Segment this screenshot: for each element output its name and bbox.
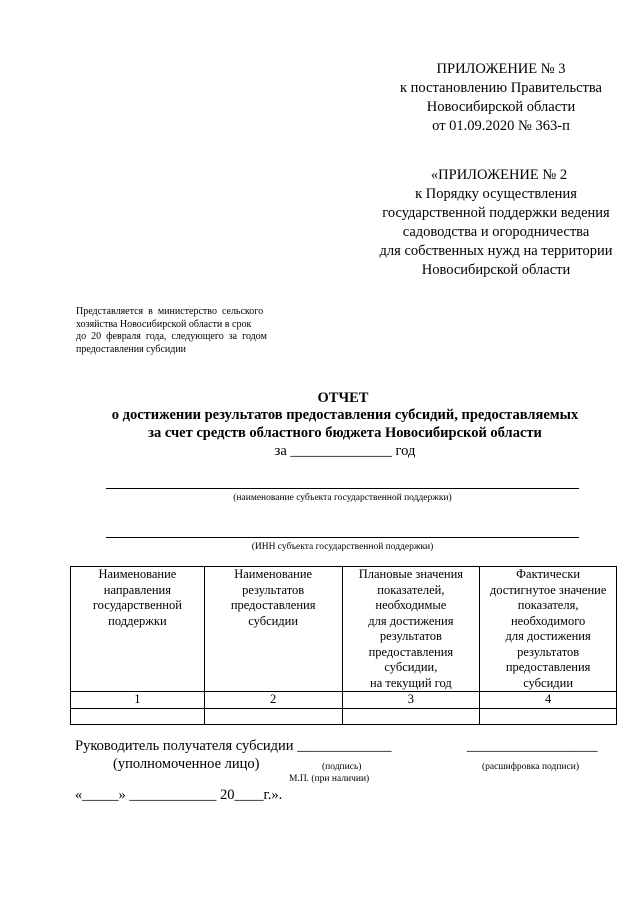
submission-note-line1: Представляется в министерство сельского [76, 306, 264, 317]
appendix2-title: «ПРИЛОЖЕНИЕ № 2 [430, 167, 568, 183]
decode-line: __________________ [467, 738, 598, 754]
report-year-line: за ______________ год [274, 443, 416, 459]
table-cell [71, 708, 205, 724]
table-row [71, 708, 617, 724]
header-result-name: Наименование результатов предоставления субсидии [204, 567, 342, 692]
appendix2-line4: для собственных нужд на территории [379, 243, 613, 259]
decode-caption: (расшифровка подписи) [482, 762, 579, 772]
inn-caption: (ИНН субъекта государственной поддержки) [251, 542, 434, 552]
appendix2-line2: государственной поддержки ведения [382, 205, 610, 221]
table-header-row [71, 567, 617, 692]
report-table [70, 566, 617, 725]
appendix3-block [385, 60, 617, 136]
submission-note [76, 306, 306, 356]
date-line: «_____» ____________ 20____г.». [75, 787, 283, 803]
appendix2-block [340, 166, 640, 280]
signature-caption: (подпись) [322, 762, 362, 772]
report-subtitle-2: за счет средств областного бюджета Новосибирской области [148, 425, 542, 441]
table-cell [480, 708, 617, 724]
head-signature-label: Руководитель получателя субсидии _____________ [75, 738, 392, 754]
header-planned-values: Плановые значения показателей, необходимые для достижения результатов предоставления субсидии, на текущий год [342, 567, 480, 692]
appendix3-title: ПРИЛОЖЕНИЕ № 3 [436, 61, 566, 77]
subject-name-line [106, 488, 579, 489]
col-number-4: 4 [480, 692, 617, 709]
stamp-label: М.П. (при наличии) [289, 774, 370, 784]
submission-note-line4: предоставления субсидии [76, 343, 187, 355]
appendix3-line1: к постановлению Правительства [400, 80, 602, 96]
table-cell [342, 708, 480, 724]
appendix2-line3: садоводства и огородничества [402, 224, 590, 240]
header-actual-values: Фактически достигнутое значение показателя, необходимого для достижения результатов предоставления субсидии [480, 567, 617, 692]
col-number-2: 2 [204, 692, 342, 709]
appendix2-line5: Новосибирской области [421, 262, 571, 278]
table-number-row [71, 692, 617, 709]
subject-name-caption: (наименование субъекта государственной поддержки) [233, 493, 452, 503]
submission-note-line3: до 20 февраля года, следующего за годом [76, 331, 267, 342]
inn-line [106, 537, 579, 538]
header-direction: Наименование направления государственной поддержки [71, 567, 205, 692]
report-title: ОТЧЕТ [317, 390, 369, 406]
submission-note-line2: хозяйства Новосибирской области в срок [76, 318, 252, 330]
appendix3-line3: от 01.09.2020 № 363-п [432, 118, 570, 134]
report-subtitle-1: о достижении результатов предоставления субсидий, предоставляемых [111, 407, 579, 423]
col-number-3: 3 [342, 692, 480, 709]
col-number-1: 1 [71, 692, 205, 709]
appendix3-line2: Новосибирской области [426, 99, 576, 115]
table-cell [204, 708, 342, 724]
appendix2-line1: к Порядку осуществления [415, 186, 577, 202]
authorized-person-label: (уполномоченное лицо) [113, 756, 260, 772]
